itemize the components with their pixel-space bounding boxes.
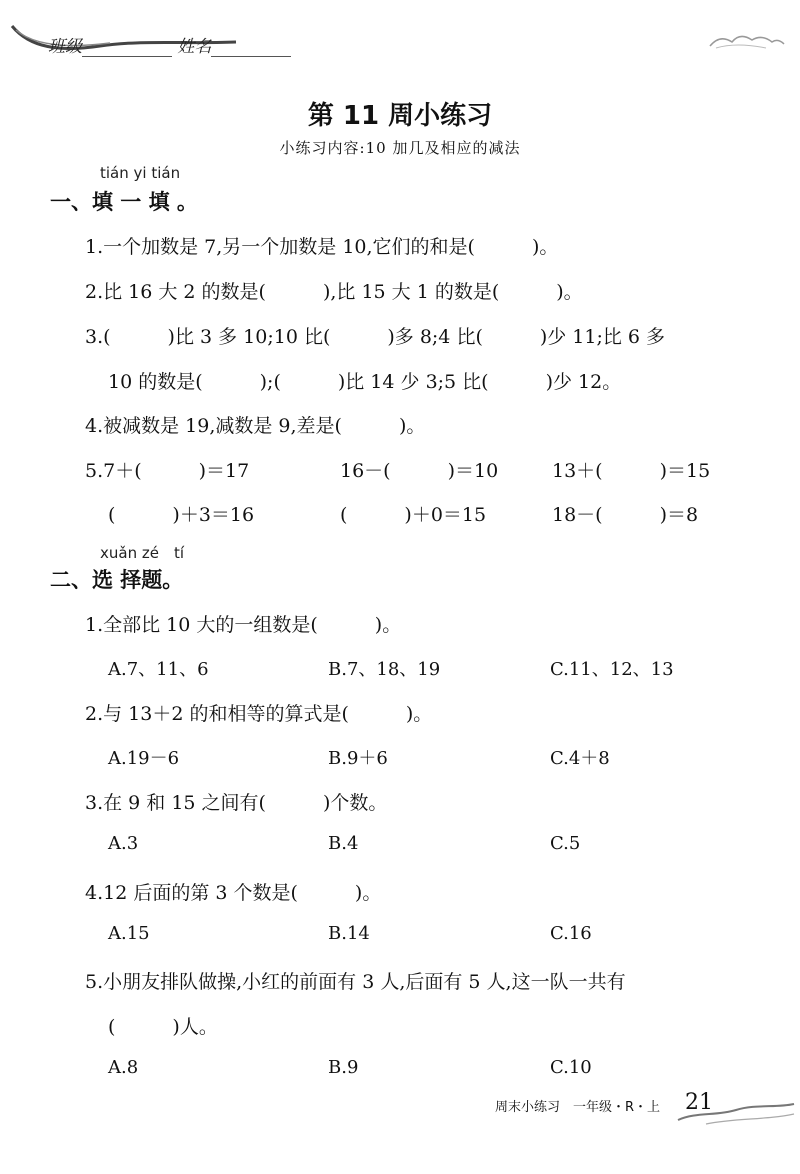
option-a: A.8 — [108, 1057, 139, 1078]
question-1-4: 4.被减数是 19,减数是 9,差是( )。 — [85, 415, 426, 437]
page-number: 21 — [685, 1090, 713, 1115]
section2-pinyin: xuǎn zé tí — [100, 544, 185, 562]
name-label: 姓名 — [177, 37, 212, 57]
question-2-3: 3.在 9 和 15 之间有( )个数。 — [85, 792, 388, 814]
question-1-1: 1.一个加数是 7,另一个加数是 10,它们的和是( )。 — [85, 236, 559, 258]
question-1-3b: 10 的数是( );( )比 14 少 3;5 比( )少 12。 — [108, 371, 622, 393]
option-c: C.11、12、13 — [550, 659, 674, 680]
question-1-5-item: ( )＋3＝16 — [108, 504, 255, 526]
question-1-5-item: 13＋( )＝15 — [552, 460, 711, 482]
page-title: 第 11 周小练习 — [307, 101, 493, 131]
question-1-5-item: 18－( )＝8 — [552, 504, 699, 526]
option-a: A.7、11、6 — [108, 659, 209, 680]
option-a: A.15 — [108, 923, 150, 944]
question-1-5-item: ( )＋0＝15 — [340, 504, 487, 526]
question-1-3a: 3.( )比 3 多 10;10 比( )多 8;4 比( )少 11;比 6 多 — [85, 326, 666, 348]
option-a: A.19－6 — [108, 748, 180, 769]
option-b: B.9＋6 — [328, 748, 388, 769]
question-2-1: 1.全部比 10 大的一组数是( )。 — [85, 614, 402, 636]
cloud-decoration — [706, 28, 786, 52]
class-label: 班级 — [48, 37, 82, 57]
option-c: C.4＋8 — [550, 748, 610, 769]
footer-text: 周末小练习 一年级・R・上 — [495, 1100, 661, 1115]
option-b: B.7、18、19 — [328, 659, 441, 680]
question-1-5-item: 16－( )＝10 — [340, 460, 499, 482]
question-2-5-cont: ( )人。 — [108, 1016, 218, 1038]
question-1-5-item: 5.7＋( )＝17 — [85, 460, 250, 482]
option-c: C.10 — [550, 1057, 592, 1078]
class-name-line — [48, 32, 291, 57]
question-2-2: 2.与 13＋2 的和相等的算式是( )。 — [85, 703, 433, 725]
section2-heading: 二、选 择题。 — [50, 568, 184, 592]
option-b: B.9 — [328, 1057, 359, 1078]
section1-heading: 一、填 一 填 。 — [50, 190, 198, 214]
option-c: C.16 — [550, 923, 592, 944]
section1-pinyin: tián yi tián — [100, 164, 181, 182]
question-1-2: 2.比 16 大 2 的数是( ),比 15 大 1 的数是( )。 — [85, 281, 583, 303]
option-c: C.5 — [550, 833, 581, 854]
question-2-5: 5.小朋友排队做操,小红的前面有 3 人,后面有 5 人,这一队一共有 — [85, 971, 626, 993]
page-subtitle: 小练习内容:10 加几及相应的减法 — [279, 139, 521, 157]
option-a: A.3 — [108, 833, 139, 854]
option-b: B.4 — [328, 833, 359, 854]
question-2-4: 4.12 后面的第 3 个数是( )。 — [85, 882, 382, 904]
option-b: B.14 — [328, 923, 370, 944]
